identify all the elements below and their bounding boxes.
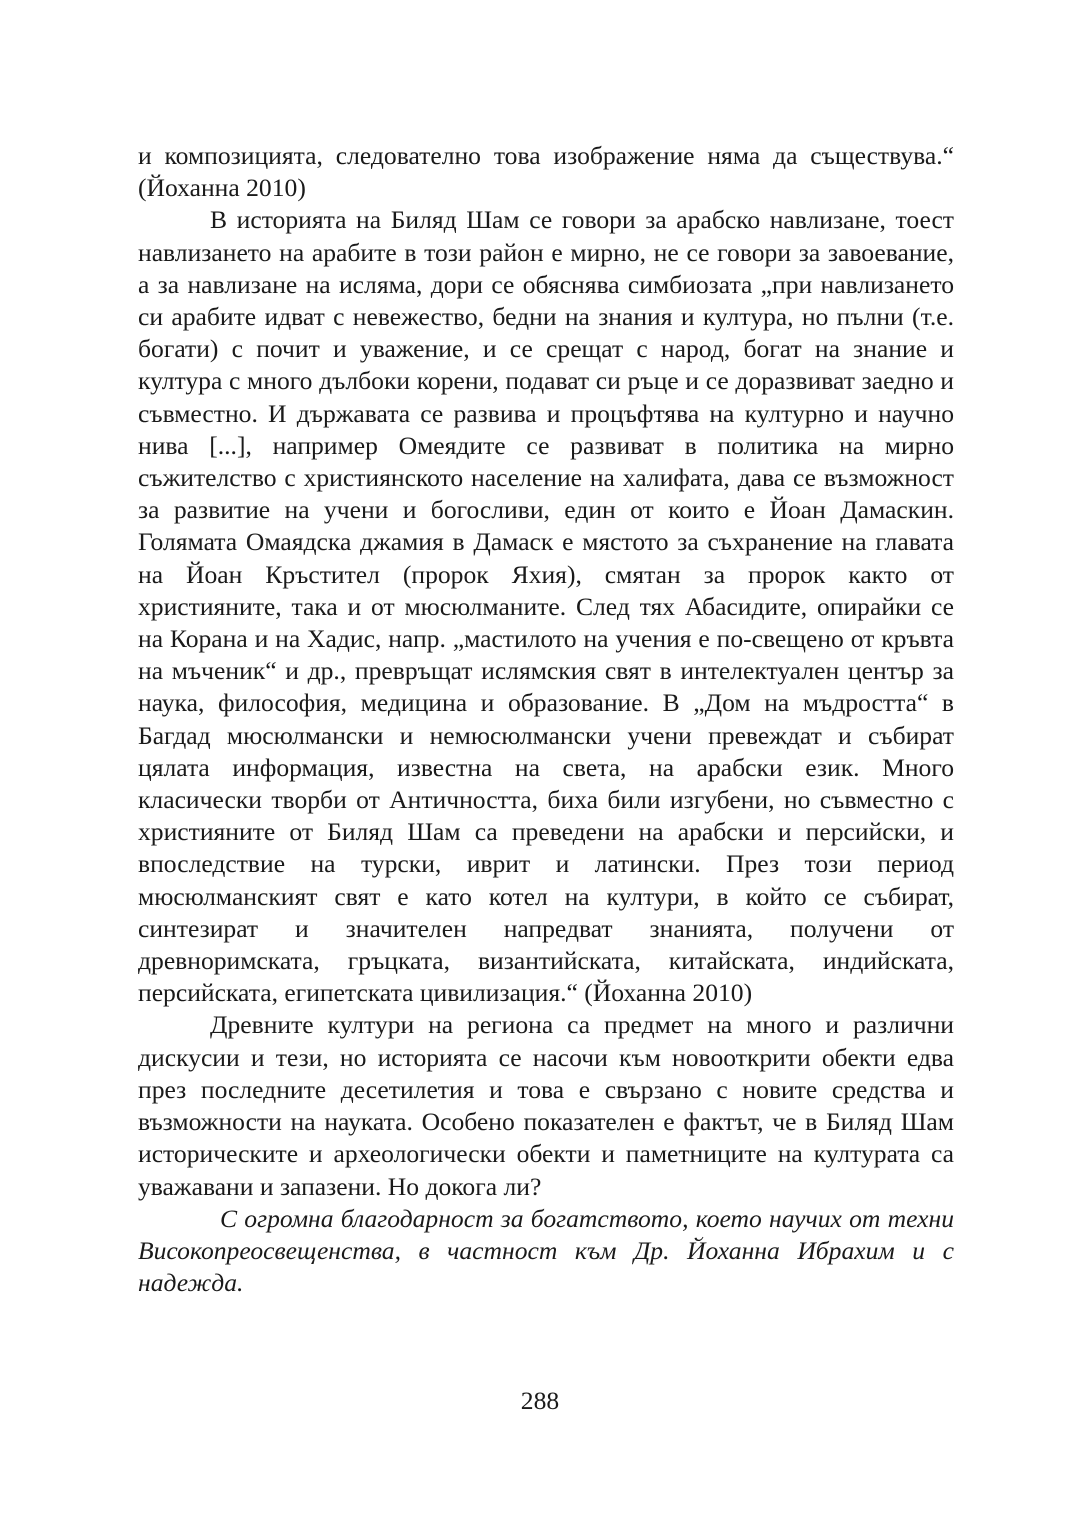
paragraph-continuation: и композицията, следователно това изображение няма да съществува.“ (Йоханна 2010) [138, 141, 954, 203]
paragraph-bilad-sham-history: В историята на Биляд Шам се говори за арабско навлизане, тоест навлизането на арабите в този район е мирно, не се говори за завоевание, а за навлизане на исляма, дори се обяснява симбиозата „при навлизането си арабите идват с невежество, бедни на знания и култура, но пълни (т.е. богати) с почит и уважение, и се срещат с народ, богат на знание и култура с много дълбоки корени, подават си ръце и се доразвиват заедно и съвместно. И държавата се развива и процъфтява на културно и научно нива [...], например Омеядите се развиват в политика на мирно съжителство с християнското население на халифата, дава се възможност за развитие на учени и богосливи, един от които е Йоан Дамаскин. Голямата Омаядска джамия в Дамаск е мястото за съхранение на главата на Йоан Кръстител (пророк Яхия), смятан за пророк както от християните, така и от мюсюлманите. След тях Абасидите, опирайки се на Корана и на Хадис, напр. „мастилото на учения е по-свещено от кръвта на мъченик“ и др., превръщат ислямския свят в интелектуален център за наука, философия, медицина и образование. В „Дом на мъдростта“ в Багдад мюсюлмански и немюсюлмански учени превеждат и събират цялата информация, известна на света, на арабски език. Много класически творби от Античността, биха били изгубени, но съвместно с християните от Биляд Шам са преведени на арабски и персийски, и впоследствие на турски, иврит и латински. През този период мюсюлманският свят е като котел на култури, в който се събират, синтезират и значителен напредват знанията, получени от древноримската, гръцката, византийската, китайската, индийската, персийската, египетската цивилизация.“ (Йоханна 2010) [138, 205, 954, 1008]
paragraph-acknowledgement: С огромна благодарност за богатството, което научих от техни Високопреосвещенства, в частност към Др. Йоханна Ибрахим и с надежда. [138, 1203, 954, 1298]
page-body [138, 140, 954, 1299]
page-number: 288 [520, 1386, 560, 1415]
paragraph-ancient-cultures: Древните култури на региона са предмет на много и различни дискусии и тези, но историята се насочи към новооткрити обекти едва през последните десетилетия и това е свързано с новите средства и възможности на науката. Особено показателен е фактът, че в Биляд Шам историческите и археологически обекти и паметниците на културата са уважавани и запазени. Но докога ли? [138, 1010, 954, 1201]
